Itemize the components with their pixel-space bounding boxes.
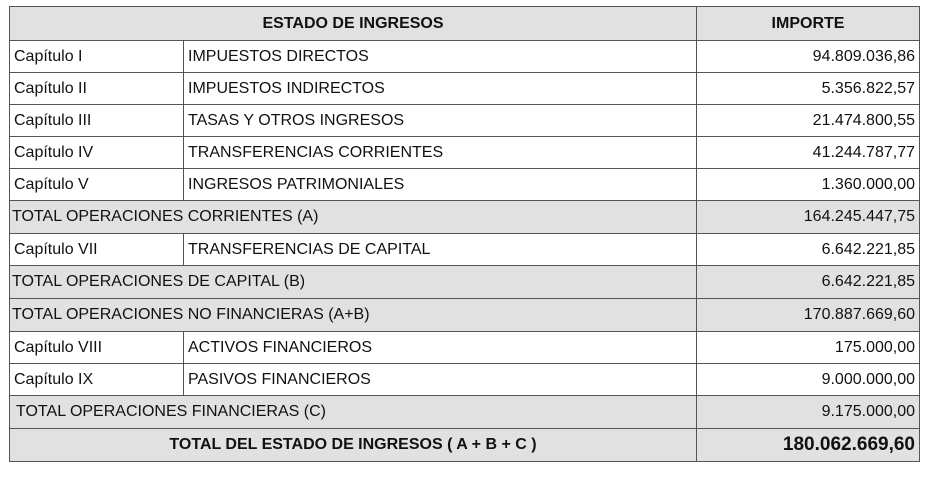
- description-cell: IMPUESTOS INDIRECTOS: [184, 73, 697, 105]
- description-cell: INGRESOS PATRIMONIALES: [184, 169, 697, 201]
- amount-cell: 41.244.787,77: [697, 137, 920, 169]
- subtotal-label: TOTAL OPERACIONES FINANCIERAS (C): [10, 396, 697, 429]
- table-row: [10, 364, 920, 396]
- amount-cell: 175.000,00: [697, 332, 920, 364]
- table-row: [10, 332, 920, 364]
- grand-total-label: TOTAL DEL ESTADO DE INGRESOS ( A + B + C ): [10, 429, 697, 462]
- grand-total-amount: 180.062.669,60: [697, 429, 920, 462]
- chapter-cell: Capítulo VIII: [10, 332, 184, 364]
- chapter-cell: Capítulo I: [10, 41, 184, 73]
- amount-cell: 94.809.036,86: [697, 41, 920, 73]
- amount-cell: 6.642.221,85: [697, 234, 920, 266]
- subtotal-amount: 9.175.000,00: [697, 396, 920, 429]
- subtotal-label: TOTAL OPERACIONES NO FINANCIERAS (A+B): [10, 299, 697, 332]
- table-row: [10, 234, 920, 266]
- table-row: [10, 169, 920, 201]
- table-row: [10, 105, 920, 137]
- description-cell: IMPUESTOS DIRECTOS: [184, 41, 697, 73]
- income-statement-table: [9, 6, 920, 462]
- description-cell: TRANSFERENCIAS DE CAPITAL: [184, 234, 697, 266]
- description-cell: TRANSFERENCIAS CORRIENTES: [184, 137, 697, 169]
- chapter-cell: Capítulo VII: [10, 234, 184, 266]
- subtotal-row: [10, 299, 920, 332]
- amount-cell: 1.360.000,00: [697, 169, 920, 201]
- description-cell: PASIVOS FINANCIEROS: [184, 364, 697, 396]
- table-row: [10, 41, 920, 73]
- description-cell: TASAS Y OTROS INGRESOS: [184, 105, 697, 137]
- description-cell: ACTIVOS FINANCIEROS: [184, 332, 697, 364]
- amount-cell: 21.474.800,55: [697, 105, 920, 137]
- subtotal-row: [10, 396, 920, 429]
- table-header-row: [10, 7, 920, 41]
- chapter-cell: Capítulo III: [10, 105, 184, 137]
- table-title: ESTADO DE INGRESOS: [10, 7, 697, 41]
- subtotal-row: [10, 266, 920, 299]
- subtotal-row: [10, 201, 920, 234]
- table-row: [10, 137, 920, 169]
- amount-cell: 9.000.000,00: [697, 364, 920, 396]
- chapter-cell: Capítulo II: [10, 73, 184, 105]
- subtotal-label: TOTAL OPERACIONES DE CAPITAL (B): [10, 266, 697, 299]
- subtotal-amount: 164.245.447,75: [697, 201, 920, 234]
- subtotal-amount: 6.642.221,85: [697, 266, 920, 299]
- amount-column-header: IMPORTE: [697, 7, 920, 41]
- amount-cell: 5.356.822,57: [697, 73, 920, 105]
- subtotal-amount: 170.887.669,60: [697, 299, 920, 332]
- chapter-cell: Capítulo V: [10, 169, 184, 201]
- grand-total-row: [10, 429, 920, 462]
- chapter-cell: Capítulo IX: [10, 364, 184, 396]
- table-row: [10, 73, 920, 105]
- subtotal-label: TOTAL OPERACIONES CORRIENTES (A): [10, 201, 697, 234]
- chapter-cell: Capítulo IV: [10, 137, 184, 169]
